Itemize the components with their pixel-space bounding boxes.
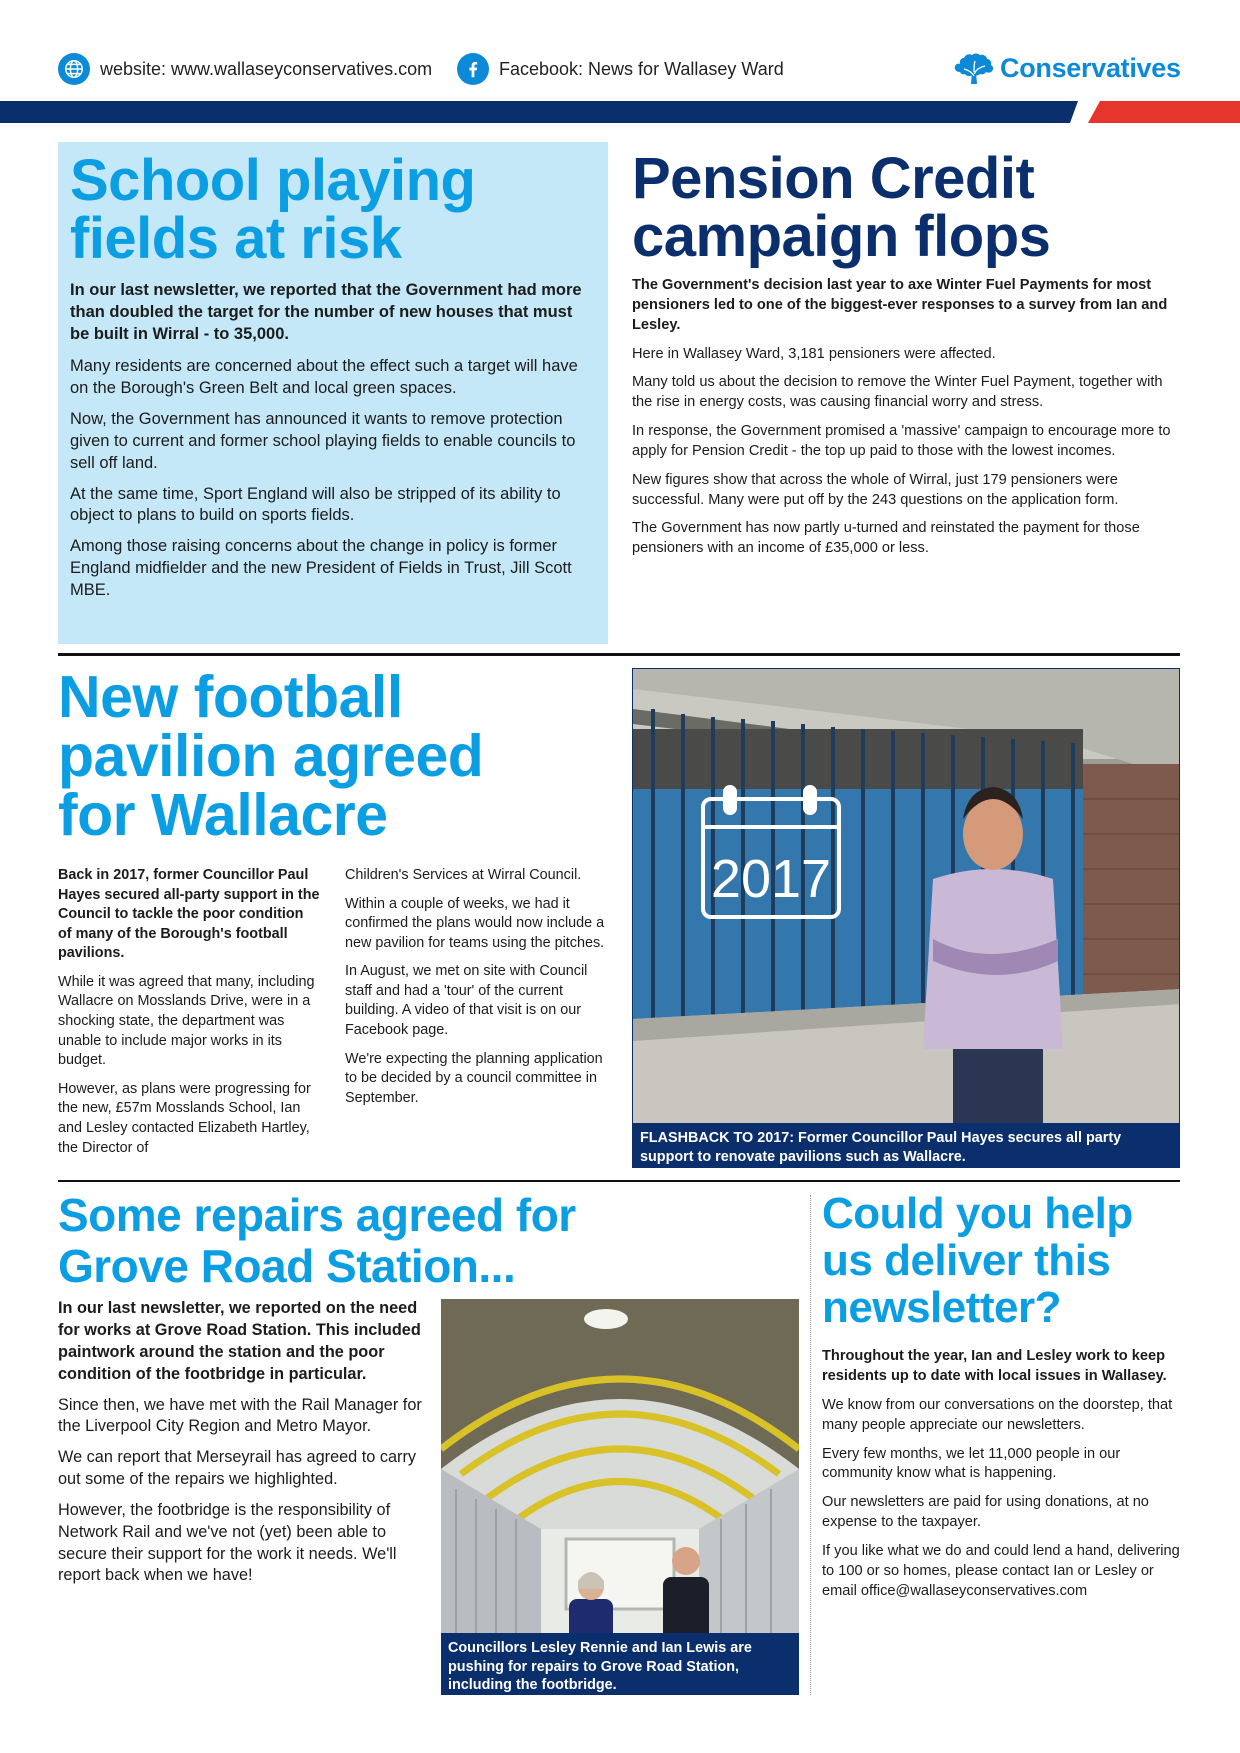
website-text: website: www.wallaseyconservatives.com (100, 58, 433, 79)
section-divider (58, 653, 1180, 656)
header-bar-navy (0, 101, 1240, 123)
article-paragraph: The Government has now partly u-turned and reinstated the payment for those pensioners with an income of £35,000 or less. (632, 520, 1140, 557)
facebook-text: Facebook: News for Wallasey Ward (499, 58, 784, 79)
football-pavilion-headline: New football pavilion agreed for Wallacre (58, 664, 484, 848)
article-paragraph: At the same time, Sport England will also be stripped of its ability to object to plans to build on sports fields. (70, 484, 561, 525)
article-paragraph: While it was agreed that many, including Wallacre on Mosslands Drive, were in a shocking state, the department was unable to include major works in its budget. (58, 973, 315, 1069)
pavilion-photo (632, 668, 1180, 1168)
article-paragraph: We can report that Merseyrail has agreed to carry out some of the repairs we highlighted. (58, 1448, 417, 1489)
footbridge-photo (441, 1299, 799, 1695)
logo-text: Conservatives (1000, 52, 1181, 83)
football-column-1 (58, 866, 320, 1167)
deliver-newsletter-lead: Throughout the year, Ian and Lesley work to keep residents up to date with local issues in Wallasey. (822, 1348, 1167, 1385)
article-paragraph: In August, we met on site with Council staff and had a 'tour' of the current building. A video of that visit is on our Facebook page. (345, 963, 588, 1039)
calendar-year: 2017 (710, 849, 832, 909)
pension-credit-article (632, 146, 1180, 568)
article-paragraph: Many residents are concerned about the effect such a target will have on the Borough's Green Belt and local green spaces. (70, 356, 578, 397)
article-paragraph: Since then, we have met with the Rail Manager for the Liverpool City Region and Metro Mayor. (58, 1395, 422, 1436)
article-paragraph: Every few months, we let 11,000 people in our community know what is happening. (822, 1445, 1121, 1482)
grove-road-article (58, 1297, 424, 1596)
football-lead: Back in 2017, former Councillor Paul Hayes secured all-party support in the Council to tackle the poor condition of many of the Borough's football pavilions. (58, 867, 320, 962)
article-paragraph: Here in Wallasey Ward, 3,181 pensioners were affected. (632, 345, 996, 362)
pavilion-photo-caption: FLASHBACK TO 2017: Former Councillor Paul Hayes secures all party support to renovate pavilions such as Wallacre. (633, 1123, 1179, 1167)
school-fields-headline: School playing fields at risk (70, 148, 476, 271)
column-divider (810, 1195, 811, 1695)
article-paragraph: Among those raising concerns about the change in policy is former England midfielder and the new President of Fields in Trust, Jill Scott MBE. (70, 537, 572, 600)
article-paragraph: Within a couple of weeks, we had it confirmed the plans would now include a new pavilion for teams using the pitches. (345, 895, 605, 951)
header-bar-red (1088, 101, 1240, 123)
facebook-link[interactable] (457, 50, 784, 88)
pavilion-illustration (633, 669, 1180, 1168)
article-paragraph: We're expecting the planning application to be decided by a council committee in September. (345, 1050, 603, 1106)
article-paragraph: However, as plans were progressing for the new, £57m Mosslands School, Ian and Lesley contacted Elizabeth Hartley, the Director of (58, 1080, 311, 1156)
deliver-newsletter-headline: Could you help us deliver this newsletter? (822, 1189, 1133, 1333)
school-fields-lead: In our last newsletter, we reported that the Government had more than doubled the target for the number of new houses that must be built in Wirral - to 35,000. (70, 281, 582, 343)
section-divider (58, 1180, 1180, 1182)
football-column-2 (345, 866, 607, 1117)
grove-road-lead: In our last newsletter, we reported on the need for works at Grove Road Station. This included paintwork around the station and the poor condition of the footbridge in particular. (58, 1299, 421, 1384)
pension-credit-headline: Pension Credit campaign flops (632, 146, 1051, 269)
conservatives-logo[interactable] (952, 48, 1181, 88)
article-paragraph: Children's Services at Wirral Council. (345, 867, 582, 883)
contact-paragraph: If you like what we do and could lend a hand, delivering to 100 or so homes, please contact Ian or Lesley or email office@wallaseyconservatives.com (822, 1542, 1180, 1599)
school-fields-article (58, 142, 608, 644)
grove-road-headline: Some repairs agreed for Grove Road Station... (58, 1189, 576, 1292)
article-paragraph: In response, the Government promised a 'massive' campaign to encourage more to apply for Pension Credit - the top up paid to those with the lowest incomes. (632, 423, 1171, 459)
article-paragraph: However, the footbridge is the responsibility of Network Rail and we've not (yet) been able to secure their support for the work it needs. We'll report back when we have! (58, 1500, 397, 1585)
article-paragraph: New figures show that across the whole of Wirral, just 179 pensioners were successful. Many were put off by the 243 questions on the application form. (632, 471, 1119, 508)
article-paragraph: Our newsletters are paid for using donations, at no expense to the taxpayer. (822, 1494, 1149, 1531)
pension-credit-lead: The Government's decision last year to axe Winter Fuel Payments for most pensioners led to one of the biggest-ever responses to a survey from Ian and Lesley. (632, 277, 1168, 333)
deliver-newsletter-article (822, 1190, 1180, 1611)
article-paragraph: Many told us about the decision to remove the Winter Fuel Payment, together with the rise in energy costs, was causing financial worry and stress. (632, 374, 1163, 411)
facebook-icon (457, 53, 489, 85)
website-link[interactable] (58, 50, 432, 88)
article-paragraph: Now, the Government has announced it wants to remove protection given to current and former school playing fields to enable councils to sell off land. (70, 409, 576, 472)
globe-icon (58, 53, 90, 85)
article-paragraph: We know from our conversations on the doorstep, that many people appreciate our newsletters. (822, 1396, 1173, 1433)
footbridge-photo-caption: Councillors Lesley Rennie and Ian Lewis are pushing for repairs to Grove Road Station, including the footbridge. (441, 1633, 799, 1695)
tree-logo-icon (952, 50, 996, 86)
